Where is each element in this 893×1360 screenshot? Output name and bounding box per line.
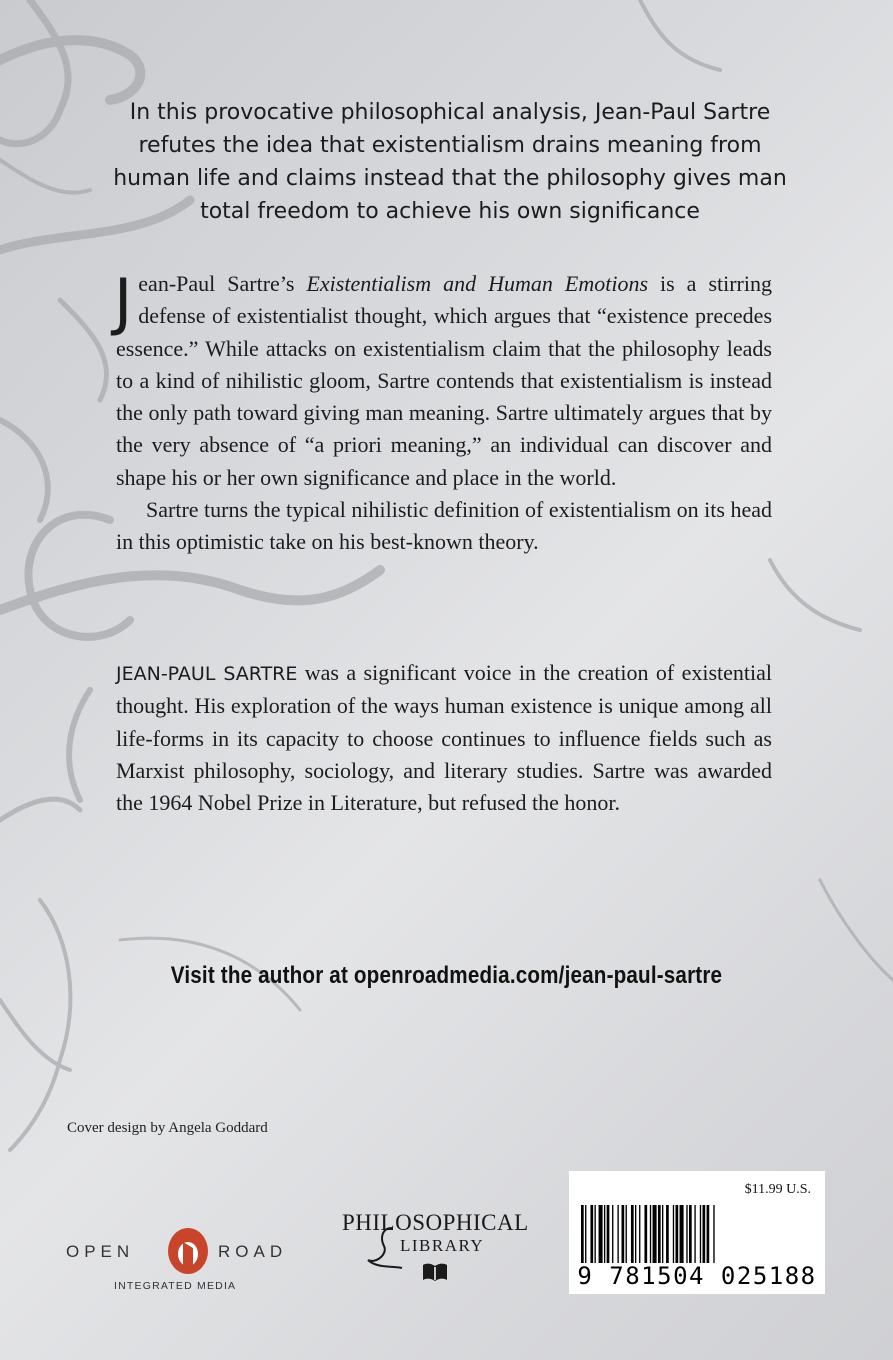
tagline: In this provocative philosophical analysis, Jean-Paul Sartre refutes the idea that existentialism drains meaning from human life and claims instead that the philosophy gives man total freedom to achieve his own significance [113, 100, 787, 224]
author-bio [116, 657, 772, 819]
drop-cap: J [114, 265, 133, 338]
book-description [114, 265, 772, 559]
book-title: Existentialism and Human Emotions [306, 271, 649, 296]
open-road-logo [66, 1222, 306, 1302]
barcode-icon [579, 1205, 815, 1265]
open-road-word-left: OPEN [66, 1242, 135, 1261]
author-bio-text: was a significant voice in the creation of existential thought. His exploration of the ways human existence is unique among all life-forms in its capacity to choose continues to influence fields such as Marxist philosophy, sociology, and literary studies. Sartre was awarded the 1964 Nobel Prize in Literature, but refused the honor. [116, 660, 772, 816]
open-book-icon [422, 1262, 448, 1284]
barcode-panel [569, 1171, 825, 1294]
open-road-emblem-icon [164, 1224, 212, 1276]
cover-design-credit: Cover design by Angela Goddard [67, 1120, 268, 1136]
description-start: ean-Paul Sartre’s [138, 271, 307, 296]
price-label: $11.99 U.S. [744, 1182, 811, 1197]
author-website-link[interactable]: Visit the author at openroadmedia.com/jean-paul-sartre [170, 962, 723, 989]
author-name: JEAN-PAUL SARTRE [116, 663, 298, 685]
open-road-word-right: ROAD [218, 1242, 288, 1261]
philo-top-text: PHILOSOPHICAL [342, 1210, 529, 1235]
philosophical-library-logo [336, 1206, 546, 1296]
philo-bottom-text: LIBRARY [400, 1236, 485, 1255]
open-road-subtitle: INTEGRATED MEDIA [114, 1280, 237, 1292]
description-paragraph-2: Sartre turns the typical nihilistic definition of existentialism on its head in this optimistic take on his best-known theory. [116, 497, 772, 555]
description-rest: is a stirring defense of existentialist thought, which argues that “existence precedes essence.” While attacks on existentialism claim that the philosophy leads to a kind of nihilistic gloom, Sartre contends that existentialism is instead the only path toward giving man meaning. Sartre ultimately argues that by the very absence of “a priori meaning,” an individual can discover and shape his or her own significance and place in the world. [116, 271, 772, 490]
isbn-number: 9 781504 025188 [577, 1262, 817, 1290]
